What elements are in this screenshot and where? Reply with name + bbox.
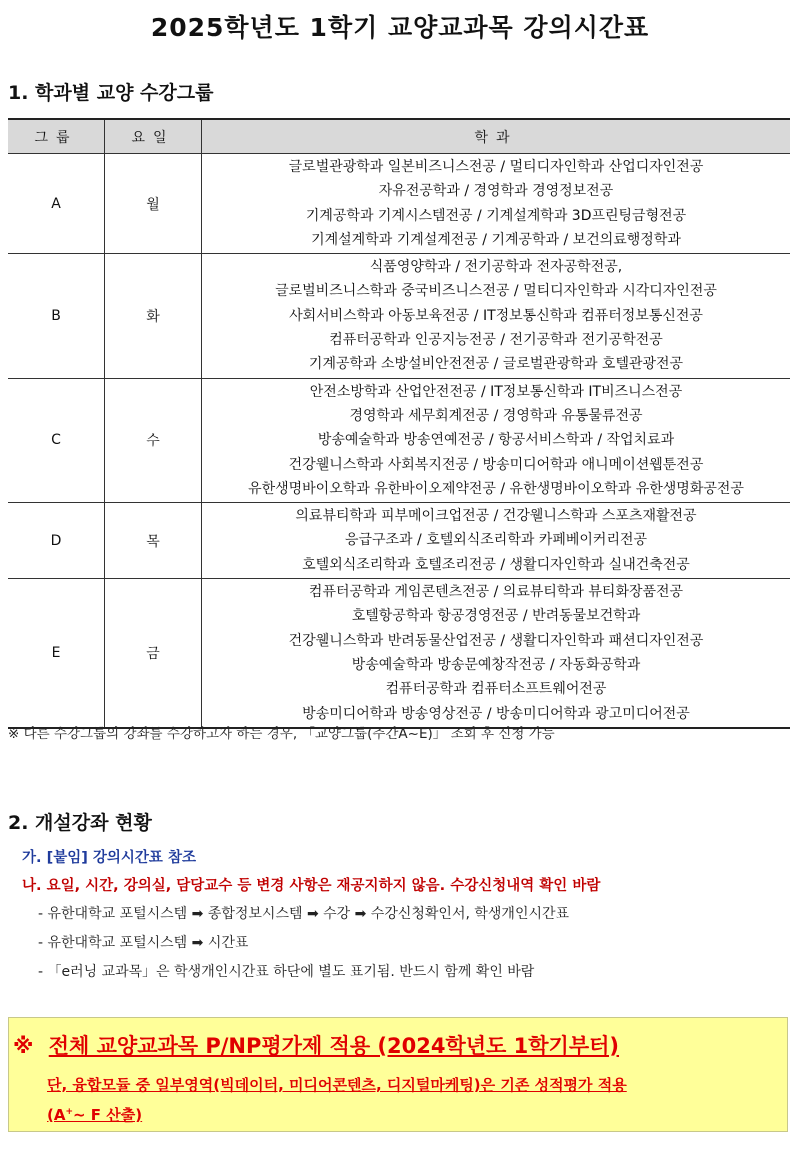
department-cell (202, 378, 791, 502)
department-line: 글로벌관광학과 일본비즈니스전공 / 멀티디자인학과 산업디자인전공 (288, 159, 704, 175)
notice-box (8, 1017, 788, 1132)
section2-heading: 2. 개설강좌 현황 (8, 812, 152, 834)
department-line: 건강웰니스학과 반려동물산업전공 / 생활디자인학과 패션디자인전공 (288, 632, 704, 649)
department-line: 기계공학과 소방설비안전전공 / 글로벌관광학과 호텔관광전공 (308, 356, 684, 373)
sub-item-2: - 유한대학교 포털시스템 ➡ 시간표 (38, 935, 249, 951)
department-line: 방송예술학과 방송문예창작전공 / 자동화공학과 (351, 656, 641, 673)
group-table (8, 118, 790, 729)
department-cell (202, 503, 791, 579)
day-cell: 금 (105, 579, 202, 728)
header-group: 그룹 (8, 119, 105, 154)
sub-item-3: - 「e러닝 교과목」은 학생개인시간표 하단에 별도 표기됨. 반드시 함께 확인 바람 (38, 964, 535, 980)
group-note: ※ 다른 수강그룹의 강좌를 수강하고자 하는 경우, 「교양그룹(주간A~E)」 조회 후 신청 가능 (8, 726, 555, 742)
day-cell: 월 (105, 154, 202, 254)
item-ga: 가. [붙임] 강의시간표 참조 (22, 850, 196, 866)
department-line: 컴퓨터공학과 컴퓨터소프트웨어전공 (385, 681, 607, 698)
department-line: 컴퓨터공학과 인공지능전공 / 전기공학과 전기공학전공 (329, 332, 663, 349)
department-line: 안전소방학과 산업안전전공 / IT정보통신학과 IT비즈니스전공 (309, 383, 683, 400)
department-line: 경영학과 세무회계전공 / 경영학과 유통물류전공 (349, 407, 643, 424)
table-row (8, 579, 790, 728)
day-cell: 수 (105, 378, 202, 502)
department-cell (202, 579, 791, 728)
notice-line-2-suffix: ~ F 산출) (73, 1106, 143, 1124)
section1-heading: 1. 학과별 교양 수강그룹 (8, 82, 214, 104)
department-line: 방송예술학과 방송연예전공 / 항공서비스학과 / 작업치료과 (317, 432, 675, 449)
day-cell: 화 (105, 254, 202, 378)
department-line: 방송미디어학과 방송영상전공 / 방송미디어학과 광고미디어전공 (302, 705, 690, 722)
notice-line-2 (47, 1104, 142, 1125)
notice-mark-icon: ※ (13, 1034, 34, 1058)
group-cell: A (8, 154, 105, 254)
department-cell (202, 154, 791, 254)
department-line: 컴퓨터공학과 게임콘텐츠전공 / 의료뷰티학과 뷰티화장품전공 (308, 584, 684, 601)
group-table-body (8, 154, 790, 728)
department-line: 응급구조과 / 호텔외식조리학과 카페베이커리전공 (344, 532, 648, 549)
notice-line-2-sup: + (65, 1107, 74, 1117)
notice-line-1: 단, 융합모듈 중 일부영역(빅데이터, 미디어콘텐츠, 디지털마케팅)은 기존 성적평가 적용 (47, 1076, 627, 1094)
table-row (8, 378, 790, 502)
department-line: 유한생명바이오학과 유한바이오제약전공 / 유한생명바이오학과 유한생명화공전공 (248, 480, 744, 497)
department-line: 기계설계학과 기계설계전공 / 기계공학과 / 보건의료행정학과 (311, 231, 681, 248)
group-cell: C (8, 378, 105, 502)
header-day: 요일 (105, 119, 202, 154)
group-cell: B (8, 254, 105, 378)
notice-headline (13, 1030, 619, 1060)
item-na: 나. 요일, 시간, 강의실, 담당교수 등 변경 사항은 재공지하지 않음. 수강신청내역 확인 바람 (22, 878, 601, 894)
department-line: 글로벌비즈니스학과 중국비즈니스전공 / 멀티디자인학과 시각디자인전공 (275, 283, 717, 300)
department-line: 식품영양학과 / 전기공학과 전자공학전공, (369, 259, 623, 276)
table-row (8, 503, 790, 579)
department-line: 기계공학과 기계시스템전공 / 기계설계학과 3D프린팅금형전공 (305, 207, 687, 224)
header-department: 학과 (202, 119, 791, 154)
department-line: 호텔외식조리학과 호텔조리전공 / 생활디자인학과 실내건축전공 (302, 556, 690, 573)
department-line: 의료뷰티학과 피부메이크업전공 / 건강웰니스학과 스포츠재활전공 (295, 508, 697, 525)
department-line: 사회서비스학과 아동보육전공 / IT정보통신학과 컴퓨터정보통신전공 (289, 307, 703, 324)
department-cell (202, 254, 791, 378)
table-row (8, 154, 790, 254)
department-line: 건강웰니스학과 사회복지전공 / 방송미디어학과 애니메이션웹툰전공 (288, 456, 704, 473)
notice-headline-text: 전체 교양교과목 P/NP평가제 적용 (2024학년도 1학기부터) (48, 1034, 620, 1058)
table-row (8, 254, 790, 378)
page-title: 2025학년도 1학기 교양교과목 강의시간표 (150, 13, 650, 42)
group-cell: D (8, 503, 105, 579)
department-line: 호텔항공학과 항공경영전공 / 반려동물보건학과 (351, 608, 641, 625)
notice-line-2-prefix: (A (47, 1106, 66, 1124)
day-cell: 목 (105, 503, 202, 579)
sub-item-1: - 유한대학교 포털시스템 ➡ 종합정보시스템 ➡ 수강 ➡ 수강신청확인서, 학생개인시간표 (38, 906, 570, 922)
department-line: 자유전공학과 / 경영학과 경영정보전공 (378, 183, 614, 200)
group-cell: E (8, 579, 105, 728)
